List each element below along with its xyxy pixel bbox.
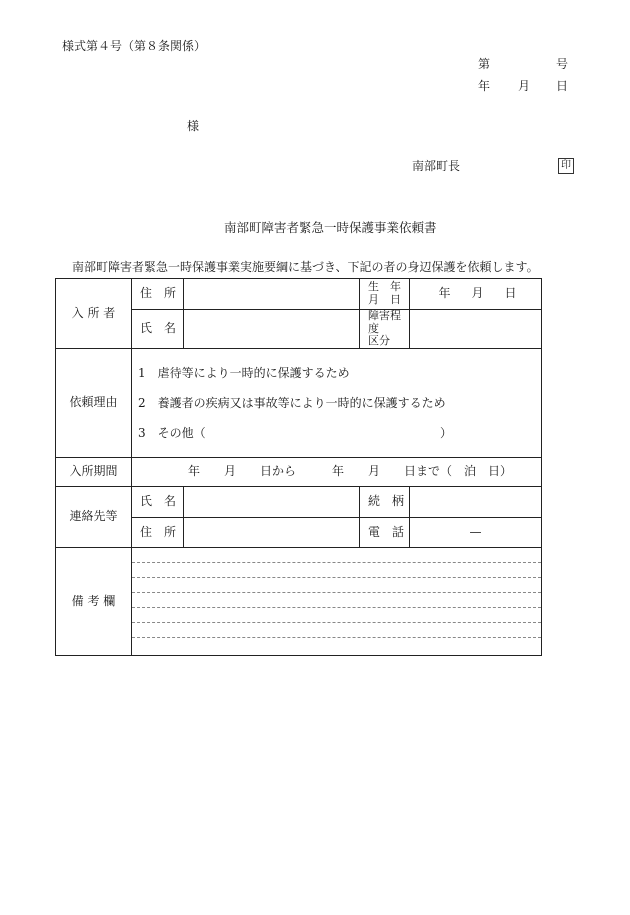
reason-option-1[interactable]: 1 虐待等により一時的に保護するため	[138, 365, 350, 380]
disability-label-line1: 障害程度	[368, 309, 401, 335]
remarks-line	[132, 563, 541, 578]
phone-dash: —	[469, 524, 482, 539]
admittee-name-label: 氏 名	[132, 310, 184, 349]
reason-section-label: 依頼理由	[56, 348, 132, 457]
disability-level-label	[360, 310, 410, 349]
form-number: 様式第４号（第８条関係）	[62, 39, 207, 53]
phone-field[interactable]	[410, 517, 542, 547]
admittee-address-label: 住 所	[132, 279, 184, 310]
remarks-section-label: 備 考 欄	[56, 547, 132, 655]
remarks-line	[132, 638, 541, 654]
contact-name-field[interactable]	[184, 486, 360, 517]
admittee-name-field[interactable]	[184, 310, 360, 349]
request-form-table	[55, 278, 542, 656]
remarks-field[interactable]	[132, 547, 542, 655]
remarks-line	[132, 593, 541, 608]
birthdate-label	[360, 279, 410, 310]
contact-name-row	[56, 486, 542, 517]
period-row	[56, 457, 542, 486]
reason-row	[56, 348, 542, 457]
disability-label-line2: 区分	[368, 334, 390, 348]
reason-option-3-text: 3 その他（	[138, 425, 206, 440]
reason-options	[132, 348, 542, 457]
phone-label: 電 話	[360, 517, 410, 547]
doc-number-prefix: 第	[478, 57, 491, 71]
remarks-row	[56, 547, 542, 655]
birth-day-label: 日	[504, 286, 517, 301]
addressee-suffix: 様	[187, 119, 200, 133]
document-title: 南部町障害者緊急一時保護事業依頼書	[224, 220, 437, 235]
relation-label: 続 柄	[360, 486, 410, 517]
reason-other-close: ）	[440, 425, 453, 440]
period-section-label: 入所期間	[56, 457, 132, 486]
period-field[interactable]: 年 月 日から 年 月 日まで（ 泊 日）	[132, 457, 542, 486]
remarks-line	[132, 548, 541, 563]
relation-field[interactable]	[410, 486, 542, 517]
admittee-address-row	[56, 279, 542, 310]
disability-level-field[interactable]	[410, 310, 542, 349]
reason-option-3[interactable]	[132, 418, 541, 448]
remarks-line	[132, 623, 541, 638]
contact-address-label: 住 所	[132, 517, 184, 547]
date-day: 日	[556, 79, 569, 93]
reason-option-2[interactable]: 2 養護者の疾病又は事故等により一時的に保護するため	[138, 395, 446, 410]
seal-mark: 印	[558, 158, 574, 174]
birthdate-field[interactable]	[410, 279, 542, 310]
contact-name-label: 氏 名	[132, 486, 184, 517]
sender: 南部町長	[412, 159, 461, 173]
admittee-address-field[interactable]	[184, 279, 360, 310]
birthdate-label-line1: 生 年	[368, 280, 401, 294]
birth-month-label: 月	[471, 286, 484, 301]
remarks-line	[132, 578, 541, 593]
date-month: 月	[518, 79, 531, 93]
admittee-section-label: 入 所 者	[56, 279, 132, 349]
date-year: 年	[478, 79, 491, 93]
doc-number-suffix: 号	[556, 57, 569, 71]
contact-address-field[interactable]	[184, 517, 360, 547]
contact-section-label: 連絡先等	[56, 486, 132, 547]
intro-text: 南部町障害者緊急一時保護事業実施要綱に基づき、下記の者の身辺保護を依頼します。	[72, 260, 539, 274]
remarks-line	[132, 608, 541, 623]
birth-year-label: 年	[438, 286, 451, 301]
birthdate-label-line2: 月 日	[368, 293, 401, 306]
